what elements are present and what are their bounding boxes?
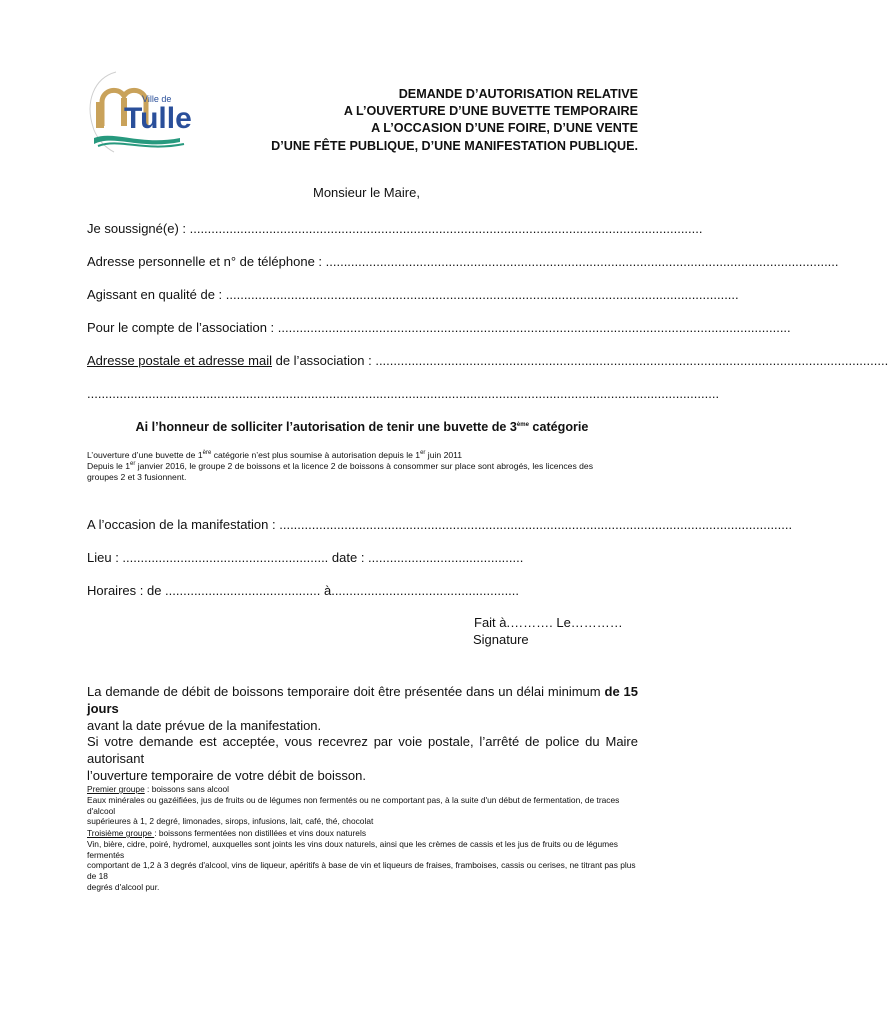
dotted-line: .............................................................................................................................................. [279,517,793,532]
title-line-1: DEMANDE D’AUTORISATION RELATIVE [398,87,638,101]
dotted-line: .............................................................................................................................................. [277,320,791,335]
field-adresse-telephone[interactable] [87,254,839,269]
field-continuation[interactable] [87,386,720,401]
logo-big-text: Tulle [124,102,192,135]
dotted-line: ........................................... [165,583,321,598]
field-label-lieu: Lieu : [87,550,123,565]
dotted-line: .............................................................................................................................................. [325,254,839,269]
note-line-3: groupes 2 et 3 fusionnent. [87,472,187,482]
paragraph-acceptation: Si votre demande est acceptée, vous recevrez par voie postale, l’arrêté de police du Maire autorisant l’ouverture temporaire de votre débit de boisson. [87,734,638,783]
fait-a-le: Fait à.………. Le………… [474,615,623,630]
field-label-underlined: Adresse postale et adresse mail [87,353,272,368]
field-qualite[interactable] [87,287,739,302]
logo-small-text: Ville de [142,94,172,104]
field-label: Pour le compte de l’association : [87,320,278,335]
note-line-2: Depuis le 1er janvier 2016, le groupe 2 de boissons et la licence 2 de boissons à consommer sur place sont abrogés, les licences des [87,461,593,471]
salutation: Monsieur le Maire, [313,185,420,200]
notes-block [87,450,647,483]
dotted-line: .................................................... [331,583,520,598]
title-line-4: D’UNE FÊTE PUBLIQUE, D’UNE MANIFESTATION PUBLIQUE. [271,138,638,153]
statement-text: Ai l’honneur de solliciter l’autorisation de tenir une buvette de 3 [135,420,517,434]
dotted-line: ......................................................... [122,550,329,565]
dotted-line: .............................................................................................................................................. [225,287,739,302]
request-statement [87,420,637,434]
field-label-horaires: Horaires : de [87,583,166,598]
ville-de-tulle-logo [80,68,204,164]
footnote-troisieme-groupe: Troisième groupe : boissons fermentées non distillées et vins doux naturels Vin, bière, cidre, poiré, hydromel, auxquelles sont joints les vins doux naturels, ainsi que les crèmes de cassis et les jus de fruits ou de légumes fermentés comportant de 1,2 à 3 degrés d'alcool, vins de liqueur, apéritifs à base de vin et liqueurs de fraises, framboises, cassis ou cerises, ne titrant pas plus de 18 degrés d'alcool pur. [87,828,636,892]
title-line-2: A L’OUVERTURE D’UNE BUVETTE TEMPORAIRE [343,104,638,119]
note-line-1: L’ouverture d’une buvette de 1ère catégorie n’est plus soumise à autorisation depuis le 1er juin 2011 [87,450,463,460]
field-label: Agissant en qualité de : [87,287,226,302]
dotted-line: .............................................................................................................................................. [375,353,888,368]
document-title [250,86,638,155]
field-label: Adresse personnelle et n° de téléphone : [87,254,326,269]
statement-sup: ème [516,421,529,428]
field-adresse-postale[interactable] [87,353,888,368]
field-label-date: date : [328,550,369,565]
field-horaires[interactable] [87,583,520,598]
field-soussigne[interactable] [87,221,703,236]
field-label: de l’association : [271,353,376,368]
field-occasion[interactable] [87,517,793,532]
dotted-line: ............................................................................................................................................................................... [87,386,720,401]
dotted-line: .............................................................................................................................................. [189,221,703,236]
paragraph-delai: La demande de débit de boissons temporaire doit être présentée dans un délai minimum de 15 jours avant la date prévue de la manifestation. [87,684,639,733]
statement-end: catégorie [528,420,589,434]
signature-label: Signature [473,632,529,647]
field-compte-association[interactable] [87,320,791,335]
dotted-line: ........................................... [368,550,524,565]
title-line-3: A L’OCCASION D’UNE FOIRE, D’UNE VENTE [371,121,638,136]
field-label: Je soussigné(e) : [87,221,190,236]
footnote-premier-groupe: Premier groupe : boissons sans alcool Eaux minérales ou gazéifiées, jus de fruits ou de légumes non fermentés ou ne comportant pas, à la suite d'un début de fermentation, de traces d'alcool supérieures à 1, 2 degré, limonades, sirops, infusions, lait, café, thé, chocolat [87,784,620,827]
field-lieu-date[interactable] [87,550,524,565]
field-label-a: à [320,583,332,598]
field-label: A l’occasion de la manifestation : [87,517,280,532]
